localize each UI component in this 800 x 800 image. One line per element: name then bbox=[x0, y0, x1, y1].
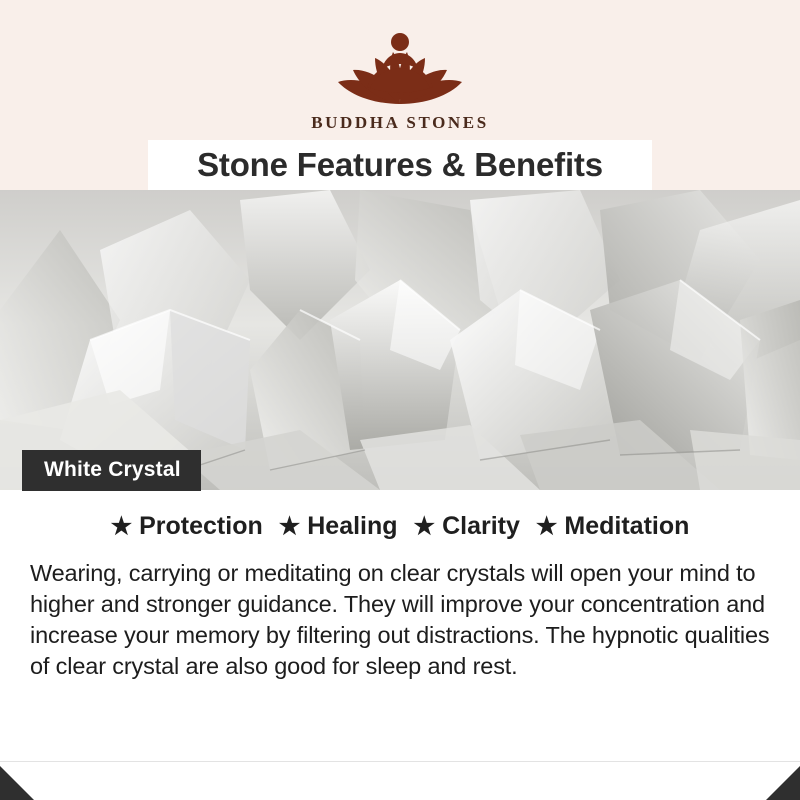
crystal-cluster-illustration bbox=[0, 190, 800, 490]
lotus-meditation-figure-icon bbox=[305, 20, 495, 108]
benefit-label: Healing bbox=[307, 512, 398, 540]
benefit-item bbox=[271, 512, 406, 541]
star-icon: ★ bbox=[535, 512, 558, 540]
star-icon: ★ bbox=[413, 512, 436, 540]
benefit-item bbox=[406, 512, 528, 541]
benefit-label: Protection bbox=[139, 512, 263, 540]
title-plate bbox=[148, 140, 652, 190]
benefit-item bbox=[103, 512, 271, 541]
benefit-label: Clarity bbox=[442, 512, 520, 540]
benefits-row bbox=[0, 512, 800, 541]
header-banner bbox=[0, 0, 800, 190]
benefit-item bbox=[528, 512, 698, 541]
brand-name: BUDDHA STONES bbox=[311, 113, 489, 132]
corner-decoration-bottom-left bbox=[0, 766, 34, 800]
page-title: Stone Features & Benefits bbox=[197, 146, 603, 183]
bottom-divider bbox=[0, 761, 800, 762]
description-text: Wearing, carrying or meditating on clear crystals will open your mind to higher and stronger guidance. They will improve your concentration and increase your memory by filtering out distractions. The hypnotic qualities of clear crystal are also good for sleep and rest. bbox=[30, 560, 770, 679]
benefit-label: Meditation bbox=[564, 512, 690, 540]
star-icon: ★ bbox=[278, 512, 301, 540]
star-icon: ★ bbox=[110, 512, 133, 540]
corner-decoration-bottom-right bbox=[766, 766, 800, 800]
hero-image bbox=[0, 190, 800, 490]
brand-logo bbox=[0, 20, 800, 133]
hero-caption: White Crystal bbox=[22, 450, 201, 491]
